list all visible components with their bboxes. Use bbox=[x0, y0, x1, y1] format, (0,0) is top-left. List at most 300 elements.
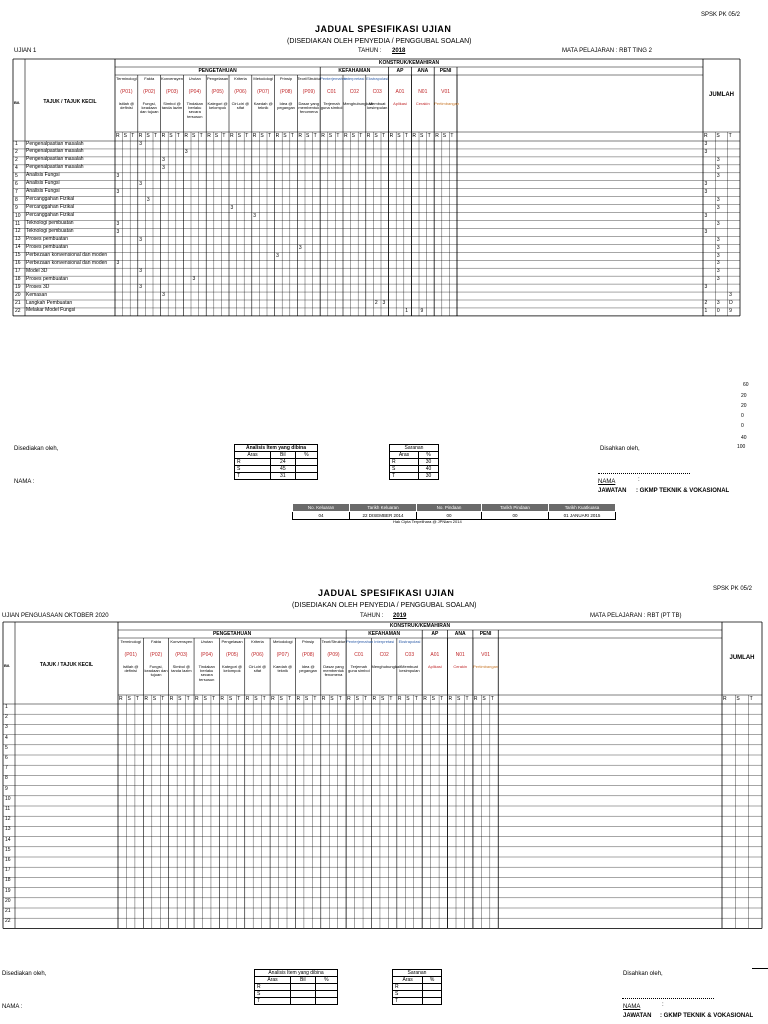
analysis-cell: S bbox=[235, 466, 271, 473]
rst-header: R bbox=[435, 133, 439, 139]
construct-name: Penterjemahan bbox=[320, 76, 348, 81]
rst-header: T bbox=[359, 133, 363, 139]
rst-header: R bbox=[207, 133, 211, 139]
mark-value: 3 bbox=[253, 212, 257, 219]
row-number: 7 bbox=[15, 188, 18, 195]
rst-header: R bbox=[347, 696, 351, 702]
rst-header: S bbox=[406, 696, 410, 702]
row-number: 1 bbox=[5, 704, 8, 710]
row-number: 8 bbox=[5, 775, 8, 782]
construct-description: Tindakan berlaku secara tersusun bbox=[186, 101, 203, 119]
side-total: 40 bbox=[741, 435, 747, 441]
position-value: : GKMP TEKNIK & VOKASIONAL bbox=[636, 488, 730, 494]
saranan-cell: 30 bbox=[418, 459, 438, 466]
rst-header: T bbox=[245, 133, 249, 139]
mark-value: 3 bbox=[704, 212, 708, 219]
row-topic: Analisis Fungsi bbox=[26, 180, 60, 187]
sheet-subtitle: (DISEDIAKAN OLEH PENYEDIA / PENGGUBAL SOALAN) bbox=[287, 38, 472, 45]
analysis-cell: 45 bbox=[270, 466, 295, 473]
position-label: JAWATAN bbox=[623, 1013, 652, 1019]
row-topic: Pengenalpastian masalah bbox=[26, 156, 84, 163]
row-topic: Proses pembuatan bbox=[26, 243, 68, 250]
construct-description: Terjemah guna simbol bbox=[320, 101, 343, 111]
row-topic: Analisis Fungsi bbox=[26, 172, 60, 179]
rst-header: T bbox=[338, 696, 342, 702]
side-total: 100 bbox=[737, 444, 746, 450]
row-number: 6 bbox=[5, 755, 8, 761]
mark-value: D bbox=[729, 300, 733, 307]
mark-value: 3 bbox=[704, 188, 708, 195]
analysis-cell bbox=[290, 998, 315, 1005]
rst-header: T bbox=[262, 696, 266, 702]
construct-name: Teori/Struktur bbox=[297, 76, 322, 81]
rst-header: S bbox=[214, 133, 219, 139]
jumlah-header: JUMLAH bbox=[729, 655, 755, 661]
rst-header: S bbox=[397, 133, 401, 139]
construct-description: Simbol @ tanda lazim bbox=[161, 101, 183, 111]
rst-header: S bbox=[228, 696, 233, 702]
rst-header: R bbox=[275, 133, 280, 139]
construct-code: (P01) bbox=[124, 652, 137, 658]
rst-header-total: T bbox=[749, 696, 753, 702]
mark-value: 3 bbox=[382, 300, 386, 307]
rst-header: T bbox=[176, 133, 180, 139]
construct-code: C03 bbox=[372, 89, 382, 95]
mark-value: 3 bbox=[716, 268, 720, 275]
rst-header: R bbox=[423, 696, 427, 702]
row-number: 13 bbox=[15, 236, 21, 243]
form-code: SPSK PK 05/2 bbox=[700, 12, 740, 18]
construct-code: (P02) bbox=[149, 652, 163, 658]
construct-name: Interpretasi bbox=[374, 639, 395, 644]
construct-code: (P04) bbox=[188, 89, 201, 95]
approved-name-label: NAMA bbox=[623, 1004, 641, 1010]
row-number: 18 bbox=[5, 877, 11, 884]
rst-header: R bbox=[296, 696, 301, 702]
row-topic: Perbezaan konvensional dan moden bbox=[26, 251, 108, 258]
rst-header: R bbox=[397, 696, 402, 702]
rst-header: S bbox=[279, 696, 283, 702]
mark-value: 3 bbox=[146, 196, 150, 203]
row-number: 9 bbox=[15, 204, 18, 211]
side-total: 0 bbox=[741, 413, 744, 419]
construct-code: (P08) bbox=[301, 652, 315, 658]
mark-value: 3 bbox=[704, 141, 708, 148]
rst-header: R bbox=[271, 696, 275, 702]
tajuk-header: TAJUK / TAJUK KECIL bbox=[39, 662, 94, 668]
rst-header: T bbox=[364, 696, 368, 702]
saranan-cell: 40 bbox=[418, 466, 438, 473]
approved-by-label: Disahkan oleh, bbox=[600, 446, 640, 452]
rst-header: S bbox=[330, 696, 334, 702]
mark-value: 1 bbox=[405, 308, 409, 315]
construct-description: Menghubungkait bbox=[371, 664, 402, 669]
side-total: 20 bbox=[741, 393, 747, 399]
saranan-cell: S bbox=[393, 991, 423, 998]
rst-header: R bbox=[230, 133, 234, 139]
row-number: 14 bbox=[5, 836, 11, 843]
row-topic: Percanggahan Fizikal bbox=[26, 212, 75, 219]
rst-header: R bbox=[116, 133, 120, 139]
row-topic: Pengenalpastian masalah bbox=[26, 148, 84, 155]
construct-name: Penterjemahan bbox=[346, 639, 374, 644]
konstruk-header: KONSTRUK/KEMAHIRAN bbox=[389, 623, 451, 629]
rst-header: S bbox=[328, 133, 333, 139]
construct-code: (P05) bbox=[211, 89, 224, 95]
mark-value: 3 bbox=[276, 252, 279, 259]
rst-header: T bbox=[427, 133, 431, 139]
construct-name: Kriteria bbox=[234, 76, 247, 81]
row-number: 21 bbox=[15, 300, 21, 306]
info-header: Tarikh Kuatkuasa bbox=[549, 504, 616, 512]
row-number: 13 bbox=[5, 826, 11, 833]
mark-value: 3 bbox=[716, 196, 720, 203]
rst-header: T bbox=[237, 696, 241, 702]
saranan-cell: S bbox=[390, 466, 419, 473]
construct-name: Prinsip bbox=[279, 76, 293, 81]
construct-name: Konvensyen bbox=[170, 639, 193, 644]
prepared-name-label: NAMA : bbox=[2, 1004, 23, 1010]
construct-description: Kategori @ kelompok bbox=[207, 101, 228, 111]
rst-header: S bbox=[482, 696, 486, 702]
rst-header: S bbox=[169, 133, 173, 139]
saranan-cell: R bbox=[393, 984, 423, 991]
group-header-pengetahuan: PENGETAHUAN bbox=[198, 68, 237, 74]
analysis-cell bbox=[290, 991, 315, 998]
construct-code: C03 bbox=[404, 652, 415, 658]
rst-header: S bbox=[380, 696, 385, 702]
analysis-cell bbox=[315, 991, 337, 998]
saranan-cell bbox=[423, 991, 442, 998]
signature-line bbox=[622, 998, 714, 999]
row-number: 19 bbox=[15, 284, 21, 291]
rst-header: S bbox=[431, 696, 435, 702]
construct-description: Istilah @ definisi bbox=[118, 101, 135, 111]
row-topic: Proses pembuatan bbox=[26, 275, 68, 282]
rst-header: R bbox=[195, 696, 199, 702]
year-label: TAHUN : bbox=[358, 48, 382, 54]
construct-code: C01 bbox=[354, 652, 364, 658]
info-value: 00 bbox=[417, 512, 482, 520]
saranan-cell: R bbox=[390, 459, 419, 466]
mark-value: 3 bbox=[716, 300, 720, 307]
approved-name-colon: : bbox=[638, 477, 640, 483]
rst-header: T bbox=[490, 696, 494, 702]
construct-code: (P09) bbox=[302, 89, 315, 95]
group-header-kefahaman: KEFAHAMAN bbox=[368, 631, 401, 637]
mark-value: 3 bbox=[716, 276, 720, 283]
prepared-by-label: Disediakan oleh, bbox=[14, 446, 59, 452]
rst-header-total: S bbox=[736, 696, 740, 702]
mark-value: 3 bbox=[162, 165, 165, 172]
construct-name: Prinsip bbox=[301, 639, 315, 644]
mark-value: 3 bbox=[139, 284, 143, 291]
rst-header: R bbox=[321, 696, 326, 702]
rst-header: S bbox=[374, 133, 378, 139]
row-number: 17 bbox=[5, 867, 11, 874]
prepared-by-label: Disediakan oleh, bbox=[2, 971, 47, 977]
construct-description: Cerakin bbox=[415, 101, 430, 106]
rst-header: S bbox=[306, 133, 310, 139]
mark-value: 3 bbox=[704, 180, 708, 187]
saranan-title: Saranan bbox=[390, 445, 439, 452]
rst-header: T bbox=[222, 133, 226, 139]
mark-value: 3 bbox=[716, 173, 720, 179]
rst-header: T bbox=[290, 133, 294, 139]
saranan-header: % bbox=[418, 452, 438, 459]
rst-header: T bbox=[382, 133, 386, 139]
construct-name: Pengelasan bbox=[221, 639, 243, 644]
info-value: 22 DISEMBER 2014 bbox=[350, 512, 417, 520]
construct-description: Ciri-ciri @ sifat bbox=[248, 664, 267, 674]
mark-value: 3 bbox=[139, 268, 143, 275]
construct-description: Membuat kesimpulan bbox=[367, 101, 388, 111]
construct-description: Idea @ pegangan bbox=[299, 664, 317, 674]
group-header-ap: AP bbox=[431, 631, 439, 637]
analysis-header: % bbox=[295, 452, 317, 459]
position-label: JAWATAN bbox=[598, 488, 627, 494]
construct-name: Ekstrapolasi bbox=[398, 639, 421, 644]
row-number: 14 bbox=[15, 244, 21, 251]
row-number: 5 bbox=[15, 172, 18, 179]
info-value: 01 JANUARI 2015 bbox=[549, 512, 616, 520]
row-number: 12 bbox=[5, 816, 11, 823]
analysis-cell: T bbox=[235, 473, 271, 480]
approved-name-colon: : bbox=[662, 1002, 664, 1008]
analysis-header: Aras bbox=[235, 452, 271, 459]
construct-code: (P03) bbox=[175, 652, 188, 658]
group-header-ap: AP bbox=[396, 68, 404, 74]
rst-header: R bbox=[252, 133, 257, 139]
rst-header: R bbox=[138, 133, 143, 139]
mark-value: 3 bbox=[116, 173, 120, 179]
row-number: 2 bbox=[15, 148, 18, 155]
rst-header: T bbox=[161, 696, 165, 702]
analysis-cell: 31 bbox=[270, 473, 295, 480]
row-topic: Teknologi pembuatan bbox=[26, 227, 74, 234]
mark-value: 3 bbox=[192, 276, 196, 283]
row-number: 4 bbox=[15, 164, 18, 171]
mark-value: 3 bbox=[704, 228, 708, 235]
rst-header: R bbox=[245, 696, 250, 702]
saranan-cell: 30 bbox=[418, 473, 438, 480]
rst-header: T bbox=[336, 133, 340, 139]
rst-header: S bbox=[304, 696, 309, 702]
mark-value: 2 bbox=[374, 300, 378, 307]
mark-value: 3 bbox=[716, 165, 720, 172]
construct-code: N01 bbox=[418, 89, 428, 95]
construct-code: (P03) bbox=[165, 89, 179, 95]
rst-header: S bbox=[254, 696, 258, 702]
rst-header: T bbox=[440, 696, 444, 702]
row-number: 16 bbox=[15, 260, 21, 267]
group-header-ana: ANA bbox=[417, 68, 429, 74]
saranan-cell: T bbox=[393, 998, 423, 1005]
analysis-title: Analisis Item yang dibina bbox=[235, 445, 318, 452]
approved-by-label: Disahkan oleh, bbox=[623, 971, 663, 977]
rst-header: S bbox=[442, 133, 447, 139]
mark-value: 3 bbox=[716, 252, 720, 259]
analysis-cell bbox=[315, 998, 337, 1005]
row-number: 19 bbox=[5, 887, 11, 894]
mark-value: 3 bbox=[729, 292, 732, 299]
row-topic: Melakar Model Fungsi bbox=[26, 307, 76, 314]
row-number: 10 bbox=[5, 795, 11, 802]
construct-code: (P07) bbox=[257, 89, 270, 95]
construct-description: Membuat kesimpulan bbox=[399, 664, 420, 674]
mark-value: 3 bbox=[716, 157, 720, 164]
construct-description: Kaedah @ teknik bbox=[273, 664, 293, 674]
row-number: 7 bbox=[5, 765, 8, 772]
construct-description: Kategori @ kelompok bbox=[222, 664, 243, 674]
analysis-cell bbox=[290, 984, 315, 991]
analysis-header: Bil bbox=[270, 452, 295, 459]
row-number: 1 bbox=[15, 141, 18, 147]
saranan-table bbox=[392, 969, 442, 1005]
mark-value: 3 bbox=[716, 220, 720, 227]
row-number: 18 bbox=[15, 276, 21, 283]
construct-code: C02 bbox=[379, 652, 389, 658]
rst-header: S bbox=[457, 696, 461, 702]
side-total: 60 bbox=[743, 382, 749, 388]
row-topic: Proses pembuatan bbox=[26, 235, 68, 242]
mark-value: 3 bbox=[116, 220, 120, 227]
construct-name: Metodologi bbox=[253, 76, 273, 81]
construct-code: A01 bbox=[430, 652, 440, 658]
rst-header: S bbox=[127, 696, 131, 702]
construct-code: (P06) bbox=[234, 89, 247, 95]
construct-code: (P07) bbox=[276, 652, 289, 658]
row-topic: Pengenalpastian masalah bbox=[26, 164, 84, 171]
construct-name: Terminologi bbox=[116, 76, 137, 81]
saranan-header: Aras bbox=[390, 452, 419, 459]
construct-description: Aplikasi bbox=[393, 101, 407, 106]
mark-value: 3 bbox=[704, 284, 708, 291]
row-number: 5 bbox=[5, 744, 8, 751]
rst-header: R bbox=[119, 696, 123, 702]
rst-header: R bbox=[473, 696, 478, 702]
construct-description: Pertimbangan bbox=[473, 664, 499, 669]
row-number: 20 bbox=[15, 292, 21, 299]
construct-description: Aplikasi bbox=[427, 664, 442, 669]
mark-value: 3 bbox=[139, 180, 143, 187]
construct-description: Menghubungkait bbox=[343, 101, 373, 106]
group-header-peni: PENI bbox=[479, 631, 492, 637]
construct-name: Urutan bbox=[188, 76, 201, 81]
group-header-kefahaman: KEFAHAMAN bbox=[338, 68, 371, 74]
analysis-table bbox=[254, 969, 338, 1005]
row-topic: Langkah Pembuatan bbox=[26, 299, 73, 306]
row-number: 11 bbox=[15, 220, 21, 227]
bil-header: Bil. bbox=[14, 100, 21, 105]
rst-header: T bbox=[199, 133, 203, 139]
rst-header: S bbox=[152, 696, 157, 702]
construct-description: Kaedah @ teknik bbox=[253, 101, 273, 111]
analysis-cell bbox=[315, 984, 337, 991]
rst-header: R bbox=[161, 133, 166, 139]
rst-header: S bbox=[123, 133, 127, 139]
row-number: 12 bbox=[15, 228, 21, 235]
row-topic: Percanggahan Fizikal bbox=[26, 196, 75, 203]
mark-value: 3 bbox=[230, 204, 234, 211]
construct-code: (P09) bbox=[327, 652, 340, 658]
group-header-pengetahuan: PENGETAHUAN bbox=[212, 631, 252, 637]
row-topic: Proses 3D bbox=[26, 283, 50, 290]
row-number: 22 bbox=[5, 918, 11, 925]
analysis-cell: R bbox=[235, 459, 271, 466]
rst-header: R bbox=[169, 696, 174, 702]
construct-code: C02 bbox=[349, 89, 359, 95]
mark-value: 3 bbox=[716, 204, 720, 211]
info-header: No. Pindaan bbox=[417, 504, 482, 512]
year-value: 2018 bbox=[392, 48, 406, 54]
mark-value: 2 bbox=[704, 300, 708, 307]
mark-value: 3 bbox=[716, 260, 720, 267]
rst-header: T bbox=[288, 696, 292, 702]
row-number: 2 bbox=[15, 156, 18, 163]
construct-code: (P08) bbox=[279, 89, 293, 95]
rst-header: T bbox=[465, 696, 469, 702]
mark-value: 0 bbox=[716, 308, 720, 315]
construct-name: Teori/Struktur bbox=[321, 639, 346, 644]
rst-header-total: R bbox=[723, 696, 727, 702]
group-header-ana: ANA bbox=[454, 631, 466, 637]
mark-value: 3 bbox=[139, 141, 143, 148]
rst-header: T bbox=[211, 696, 215, 702]
mark-value: 9 bbox=[420, 308, 424, 315]
mark-value: 9 bbox=[729, 308, 732, 315]
row-number: 22 bbox=[15, 307, 21, 314]
construct-description: Dasar yang membentuk fenomena bbox=[323, 664, 344, 678]
row-topic: Percanggahan Fizikal bbox=[26, 204, 75, 211]
saranan-header: Aras bbox=[393, 977, 423, 984]
info-value: 04 bbox=[293, 512, 350, 520]
analysis-title: Analisis Item yang dibina bbox=[255, 970, 338, 977]
mark-value: 3 bbox=[716, 236, 720, 243]
info-header: Tarikh Pindaan bbox=[482, 504, 549, 512]
rst-header: R bbox=[412, 133, 417, 139]
mark-value: 3 bbox=[704, 149, 708, 156]
subject-label: MATA PELAJARAN : RBT TING 2 bbox=[562, 48, 652, 54]
analysis-header: Bil bbox=[290, 977, 315, 984]
construct-description: Ciri-ciri @ sifat bbox=[231, 101, 250, 111]
row-number: 4 bbox=[5, 734, 8, 741]
construct-name: Urutan bbox=[200, 639, 213, 644]
info-header: Tarikh Keluaran bbox=[350, 504, 417, 512]
rst-header: R bbox=[389, 133, 394, 139]
bil-header: Bil. bbox=[4, 663, 11, 668]
construct-description: Cerakin bbox=[453, 664, 468, 669]
construct-code: (P04) bbox=[200, 652, 213, 658]
construct-code: V01 bbox=[481, 652, 491, 658]
rst-header: S bbox=[351, 133, 355, 139]
rst-header: T bbox=[135, 696, 139, 702]
row-number: 17 bbox=[15, 268, 21, 275]
rst-header: T bbox=[414, 696, 418, 702]
copyright-text: Hak Cipta Terpelihara @ JPNlam 2014 bbox=[393, 519, 462, 524]
rst-header: T bbox=[389, 696, 393, 702]
construct-code: N01 bbox=[455, 652, 465, 658]
rst-header: S bbox=[146, 133, 150, 139]
construct-name: Ekstrapolasi bbox=[366, 76, 389, 81]
row-number: 21 bbox=[5, 908, 11, 914]
rst-header: S bbox=[283, 133, 287, 139]
analysis-cell: S bbox=[255, 991, 291, 998]
construct-code: A01 bbox=[395, 89, 405, 95]
rst-header: T bbox=[131, 133, 135, 139]
rst-header-total: S bbox=[716, 133, 720, 139]
prepared-name-label: NAMA : bbox=[14, 479, 35, 485]
